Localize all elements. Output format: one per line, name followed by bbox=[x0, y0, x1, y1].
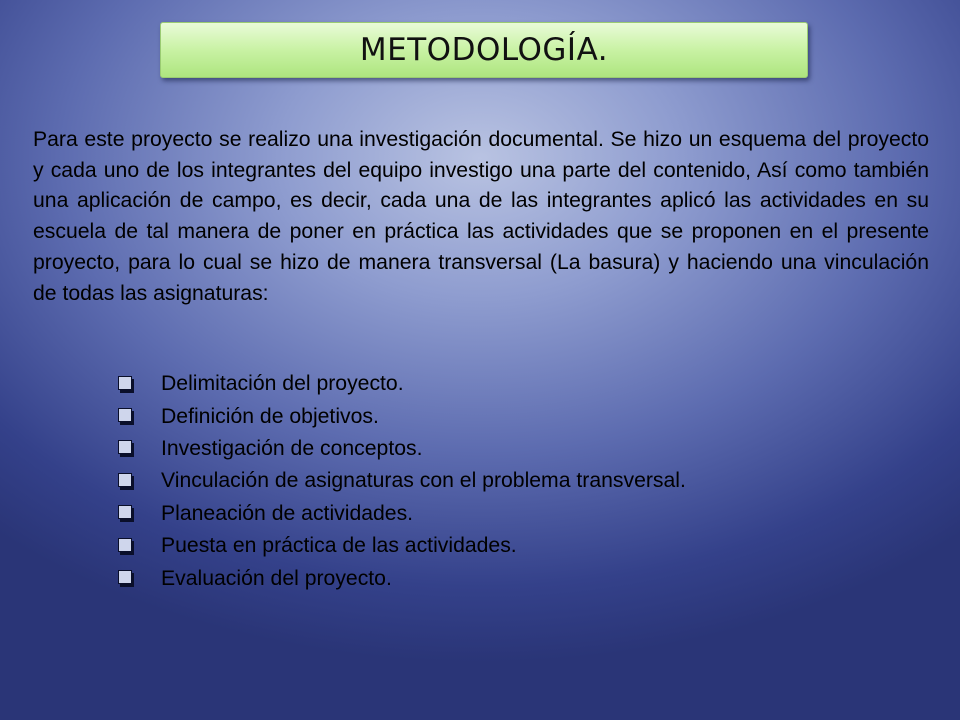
step-label: Puesta en práctica de las actividades. bbox=[161, 534, 517, 558]
checkbox-square-icon bbox=[118, 505, 135, 522]
step-label: Evaluación del proyecto. bbox=[161, 566, 392, 590]
step-label: Delimitación del proyecto. bbox=[161, 372, 404, 396]
checkbox-square-icon bbox=[118, 440, 135, 457]
list-item bbox=[118, 562, 686, 594]
step-label: Vinculación de asignaturas con el problema transversal. bbox=[161, 469, 686, 493]
intro-paragraph: Para este proyecto se realizo una investigación documental. Se hizo un esquema del proyecto y cada uno de los integrantes del equipo investigo una parte del contenido, Así como también una aplicación de campo, es decir, cada una de las integrantes aplicó las actividades en su escuela de tal manera de poner en práctica las actividades que se proponen en el presente proyecto, para lo cual se hizo de manera transversal (La basura) y haciendo una vinculación de todas las asignaturas: bbox=[33, 128, 929, 305]
list-item bbox=[118, 368, 686, 400]
slide-title: METODOLOGÍA. bbox=[359, 32, 609, 68]
step-label: Planeación de actividades. bbox=[161, 501, 414, 525]
checkbox-square-icon bbox=[118, 473, 135, 490]
list-item bbox=[118, 465, 686, 497]
step-label: Definición de objetivos. bbox=[161, 404, 379, 428]
list-item bbox=[118, 530, 686, 562]
list-item bbox=[118, 433, 686, 465]
methodology-steps-list bbox=[118, 368, 686, 595]
list-item bbox=[118, 498, 686, 530]
list-item bbox=[118, 400, 686, 432]
checkbox-square-icon bbox=[118, 376, 135, 393]
checkbox-square-icon bbox=[118, 538, 135, 555]
title-box bbox=[160, 22, 808, 78]
step-label: Investigación de conceptos. bbox=[161, 436, 423, 460]
checkbox-square-icon bbox=[118, 570, 135, 587]
checkbox-square-icon bbox=[118, 408, 135, 425]
